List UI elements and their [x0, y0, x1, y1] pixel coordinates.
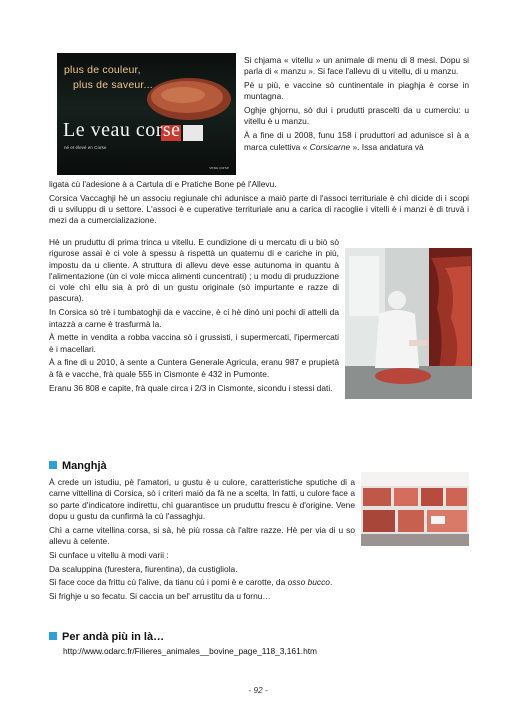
meat-counter-photo	[361, 472, 469, 546]
middle-paragraph-5: Eranu 36 808 e capite, frà quale circa i 2/3 in Cismonte, sicondu i stessi dati.	[49, 382, 333, 393]
poster-title: Le veau corse	[63, 119, 181, 141]
middle-paragraph-3: À mette in vendita a robba vaccina sò i grussisti, i supermercati, l'ipermercati è i macellari.	[49, 332, 339, 354]
section-square-icon	[49, 461, 57, 469]
manghja-paragraph-1: À crede un istudiu, pè l'amatori, u gustu è u culore, caratteristiche sputiche di a carne vittellina di Corsica, sò i criteri maiò da fà ne a scelta. In fatti, u culore face a so parte d'indicatore indirettu, chì guarantisce un pruduttu frescu è d'origine. Vene dopu u gustu da cunfirmà la cù l'assaghju.	[49, 477, 355, 521]
full-width-text-1	[49, 179, 469, 227]
poster-tagline-2: plus de saveur...	[73, 79, 153, 91]
manghja-paragraph-2: Chì a carne vitellina corsa, si sà, hè più rossa cà l'altre razze. Hè per via di u so allevu à celente.	[49, 524, 355, 546]
manghja-paragraph-6: Si frighje u so fecatu. Si caccia un bel' arrustitu da u fornu…	[49, 591, 271, 602]
intro-paragraph-3: Oghje ghjornu, sò dui i prudutti prasceltì da u cumerciu: u vitellu è u manzu.	[244, 105, 469, 127]
manghja-paragraph-5: Si face coce da frittu cù l'alive, da tianu cù i pomi è e carotte, da osso bucco.	[49, 577, 333, 588]
poster-subtitle: né et élevé en Corse	[64, 145, 107, 150]
poster-tagline-1: plus de couleur,	[64, 64, 141, 76]
page-number: - 92 -	[248, 685, 268, 695]
middle-paragraph-4: À a fine di u 2010, à sente a Cuntera Generale Agricula, eranu 987 e prupietà à fà e vacche, frà quale 555 in Cismonte è 432 in Pumonte.	[49, 357, 339, 379]
intro-paragraph-4: À a fine di u 2008, funu 158 i pruduttori ad adunisce sì à a marca culettiva « Corsicarne ». Issa andatura và	[244, 130, 469, 152]
intro-paragraph-1: Si chjama « vitellu » un animale di menu di 8 mesi. Dopu si parla di « manzu ». Si face l'allevu di u vitellu, di u manzu.	[244, 55, 469, 77]
per-anda-heading: Per andà più in là…	[49, 631, 164, 643]
manghja-heading: Manghjà	[49, 460, 107, 472]
manghja-paragraph-4: Da scaluppina (furestera, fiurentina), da custigliola.	[49, 563, 238, 574]
veau-corse-poster	[57, 53, 236, 175]
poster-footer: veau corse	[209, 165, 229, 170]
intro-paragraph-2: Pè u più, e vaccine sò cuntinentale in piaghja è corse in muntagna.	[244, 80, 469, 102]
carta-continuation: ligata cù l'adesione à a Cartula di e Pratiche Bone pè l'Allevu.	[49, 179, 277, 189]
manghja-text-block	[49, 477, 355, 602]
section-square-icon	[49, 632, 57, 640]
manghja-paragraph-3: Si cunface u vitellu à modi varii :	[49, 549, 169, 560]
middle-paragraph-1: Hè un pruduttu di prima trinca u vitellu. E cundizione di u mercatu di u biò sò rigurose assai è ci vole à spessu à rispettà un quaternu di e cariche in più, impostu da u cliente. A struttura di allevu deve esse autunoma in quantu à l'alimentazione (ùn ci vole micca alimenti cuncentrati) ; u modu di pruduzzione ci vole chì ellu sia à prò di un gustu originale (sò impurtante e razze di pascura).	[49, 237, 339, 304]
intro-text-block	[244, 55, 469, 153]
middle-text-block	[49, 237, 339, 394]
odarc-link[interactable]: http://www.odarc.fr/Filieres_animales__bovine_page_118_3,161.htm	[63, 646, 318, 656]
butcher-photo	[345, 248, 472, 399]
middle-paragraph-2: In Corsica sò trè i tumbatoghji da e vaccine, è ci hè dinò uni pochi di attelli da intazzà a carne è trasfurmà la.	[49, 307, 339, 329]
corsica-vaccaghji-paragraph: Corsica Vaccaghji hè un associu regiunale chì adunisce a maiò parte di l'associ territuriale è chì dicide di i scopi di u sviluppu di u settore. L'associ è e cuperative territuriale anu a carica di racoglie i vitelli è i manzi è di truvà i mezi da a cumercializazione.	[49, 192, 469, 226]
